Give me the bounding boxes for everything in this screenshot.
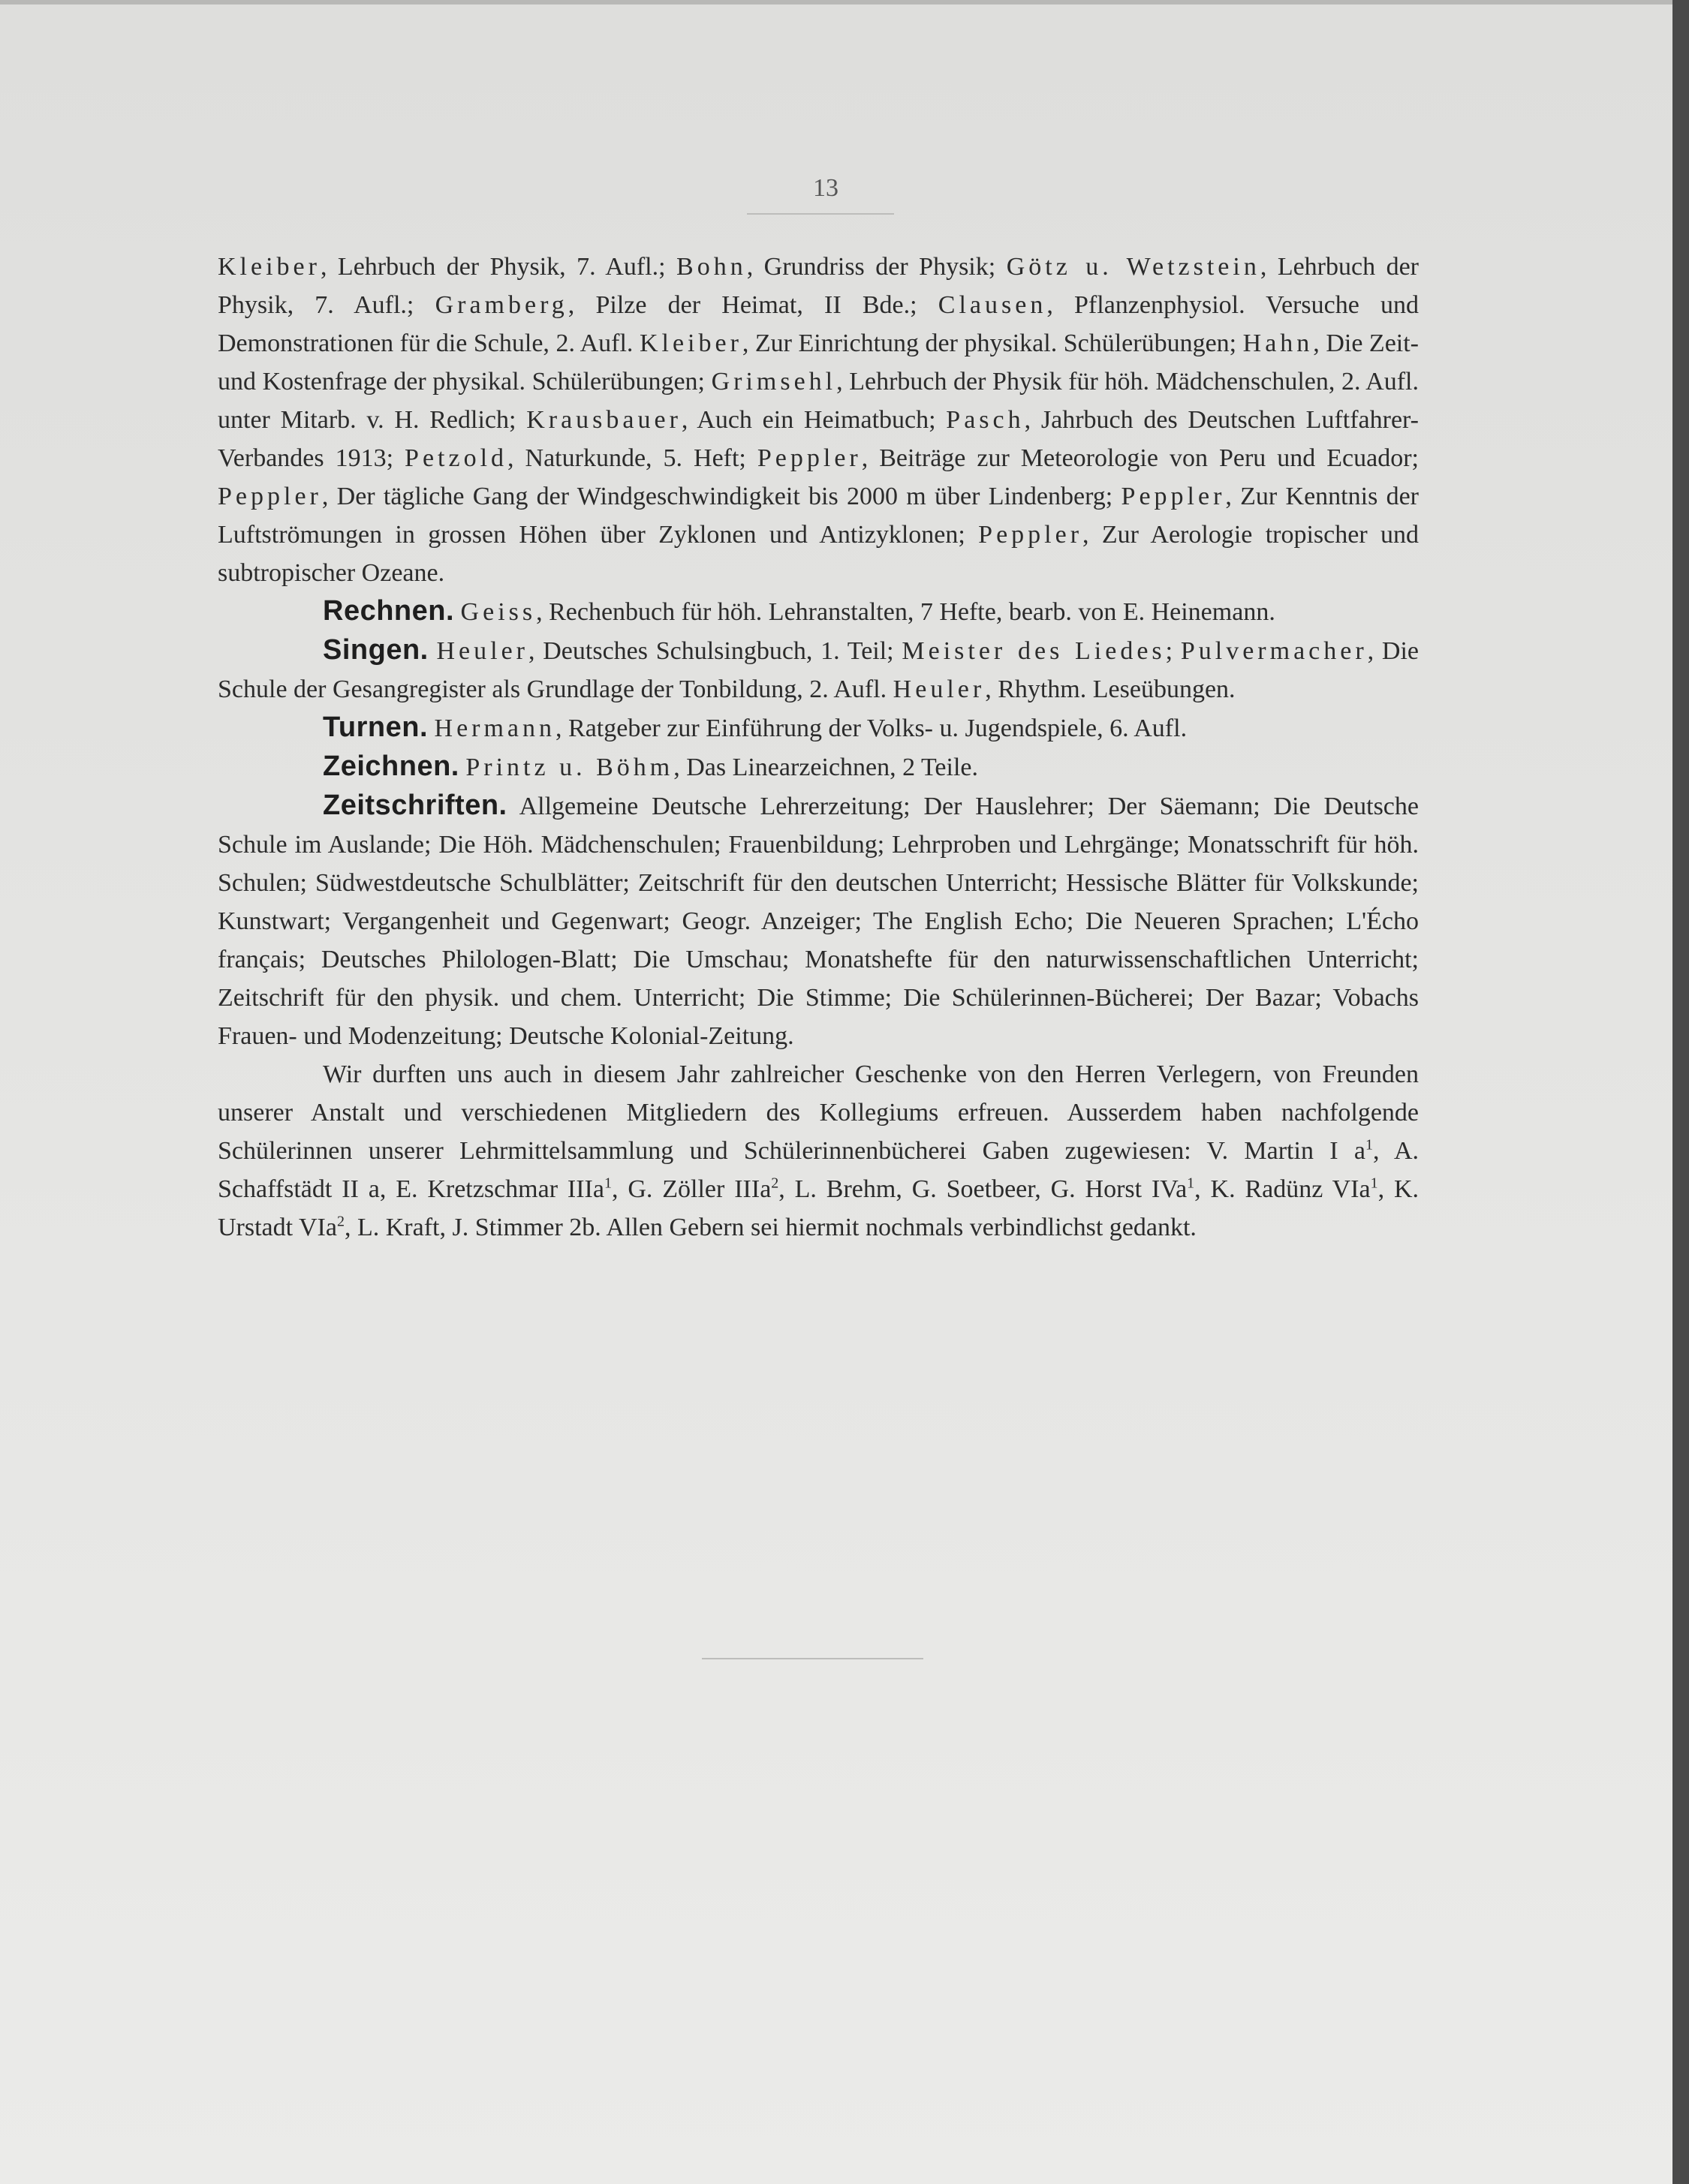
author-name: Heuler — [436, 637, 528, 665]
text-run: , Das Linearzeichnen, 2 Teile. — [673, 754, 978, 781]
author-name: Peppler — [757, 444, 862, 472]
author-name: Gramberg — [435, 291, 568, 319]
author-name: Grimsehl — [711, 368, 837, 396]
author-name: Clausen — [938, 291, 1047, 319]
text-run: , Lehrbuch der Physik für höh. Mädchenschulen, 2. Aufl. unter Mitarb. v. H. Redlich; — [218, 368, 1419, 434]
author-name: Hermann — [434, 714, 556, 742]
text-run — [428, 714, 435, 742]
body-text — [218, 248, 1419, 1247]
text-run — [454, 598, 461, 626]
text-run: , Rechenbuch für höh. Lehranstalten, 7 Hefte, bearb. von E. Heinemann. — [536, 598, 1275, 626]
footer-rule — [702, 1658, 923, 1659]
superscript: 2 — [336, 1213, 345, 1230]
section-heading: Rechnen. — [323, 595, 455, 627]
section-rechnen — [218, 592, 1419, 631]
section-zeitschriften — [218, 787, 1419, 1055]
text-run: , Lehrbuch der Physik, 7. Aufl.; — [320, 253, 677, 281]
text-run: , Deutsches Schulsingbuch, 1. Teil; — [528, 637, 902, 665]
text-run: , Auch ein Heimatbuch; — [681, 406, 947, 434]
text-run: , Die Zeit- und Kostenfrage der physikal. Schülerübungen; — [218, 329, 1419, 396]
text-run: , Grundriss der Physik; — [746, 253, 1007, 281]
author-name: Pasch — [946, 406, 1025, 434]
section-heading: Turnen. — [323, 711, 429, 743]
text-run: , K. Radünz VIa — [1194, 1175, 1371, 1203]
author-name: Bohn — [676, 253, 747, 281]
section-heading: Zeichnen. — [323, 751, 459, 782]
section-heading: Zeitschriften. — [323, 790, 507, 821]
section-singen — [218, 631, 1419, 708]
section-zeichnen — [218, 748, 1419, 787]
text-run: , Pilze der Heimat, II Bde.; — [568, 291, 938, 319]
author-name: Petzold — [405, 444, 508, 472]
text-run: , Zur Aerologie tropischer und subtropischer Ozeane. — [218, 521, 1420, 587]
text-run: Allgemeine Deutsche Lehrerzeitung; Der Hauslehrer; Der Säemann; Die Deutsche Schule im Auslande; Die Höh. Mädchenschulen; Frauenbildung; Lehrproben und Lehrgänge; Monatsschrift für höh. Schulen; Südwestdeutsche Schulblätter; Zeitschrift für den deutschen Unterricht; Hessische Blätter für Volkskunde; Kunstwart; Vergangenheit und Gegenwart; Geogr. Anzeiger; The English Echo; Die Neueren Sprachen; L'Écho français; Deutsches Philologen-Blatt; Die Umschau; Monatshefte für den naturwissenschaftlichen Unterricht; Zeitschrift für den physik. und chem. Unterricht; Die Stimme; Die Schülerinnen-Bücherei; Der Bazar; Vobachs Frauen- und Modenzeitung; Deutsche Kolonial-Zeitung. — [218, 793, 1419, 1050]
author-name: Meister des Liedes — [902, 637, 1166, 665]
author-name: Heuler — [893, 675, 986, 703]
text-run: , Rhythm. Leseübungen. — [985, 675, 1236, 703]
text-run: , L. Brehm, G. Soetbeer, G. Horst IVa — [778, 1175, 1188, 1203]
closing-paragraph — [218, 1055, 1419, 1247]
author-name: Hahn — [1242, 329, 1314, 357]
text-run: , Zur Kenntnis der Luftströmungen in grossen Höhen über Zyklonen und Antizyklonen; — [218, 483, 1419, 549]
page-number: 13 — [813, 174, 838, 202]
superscript: 1 — [1365, 1136, 1373, 1154]
author-name: Peppler — [218, 483, 322, 510]
text-run: , L. Kraft, J. Stimmer 2b. Allen Gebern sei hiermit nochmals verbindlichst gedankt. — [344, 1214, 1197, 1241]
text-run: , K. Urstadt VIa — [218, 1175, 1419, 1241]
author-name: Geiss — [460, 598, 537, 626]
text-run: , G. Zöller IIIa — [611, 1175, 772, 1203]
text-run: , Beiträge zur Meteorologie von Peru und Ecuador; — [861, 444, 1419, 472]
paragraph-physics-list — [218, 248, 1419, 592]
superscript: 1 — [604, 1175, 612, 1192]
superscript: 2 — [771, 1175, 779, 1192]
section-turnen — [218, 708, 1419, 748]
text-run: ; — [1165, 637, 1181, 665]
text-run: , A. Schaffstädt II a, E. Kretzschmar IIIa — [218, 1137, 1419, 1203]
text-run: , Der tägliche Gang der Windgeschwindigkeit bis 2000 m über Lindenberg; — [321, 483, 1121, 510]
author-name: Kleiber — [639, 329, 742, 357]
text-run: , Naturkunde, 5. Heft; — [507, 444, 757, 472]
author-name: Krausbauer — [526, 406, 682, 434]
text-run: Wir durften uns auch in diesem Jahr zahlreicher Geschenke von den Herren Verlegern, von Freunden unserer Anstalt und verschiedenen Mitgliedern des Kollegiums erfreuen. Ausserdem haben nachfolgende Schülerinnen unserer Lehrmittelsammlung und Schülerinnenbücherei Gaben zugewiesen: V. Martin I a — [218, 1060, 1419, 1165]
scan-edge-top — [0, 0, 1689, 5]
author-name: Printz u. Böhm — [465, 754, 674, 781]
superscript: 1 — [1187, 1175, 1195, 1192]
text-run: , Die Schule der Gesangregister als Grundlage der Tonbildung, 2. Aufl. — [218, 637, 1420, 703]
text-run: , Lehrbuch der Physik, 7. Aufl.; — [218, 253, 1419, 319]
text-run: , Jahrbuch des Deutschen Luftfahrer-Verbandes 1913; — [218, 406, 1419, 472]
author-name: Peppler — [978, 521, 1083, 549]
author-name: Götz u. Wetzstein — [1006, 253, 1260, 281]
author-name: Pulvermacher — [1180, 637, 1368, 665]
text-run: , Ratgeber zur Einführung der Volks- u. Jugendspiele, 6. Aufl. — [555, 714, 1188, 742]
text-run — [429, 637, 437, 665]
superscript: 1 — [1370, 1175, 1378, 1192]
section-heading: Singen. — [323, 634, 429, 666]
scan-edge-right — [1672, 0, 1689, 2184]
header-rule — [747, 213, 894, 215]
author-name: Kleiber — [218, 253, 321, 281]
text-run: , Pflanzenphysiol. Versuche und Demonstrationen für die Schule, 2. Aufl. — [218, 291, 1419, 357]
author-name: Peppler — [1121, 483, 1226, 510]
text-run: , Zur Einrichtung der physikal. Schülerübungen; — [742, 329, 1243, 357]
